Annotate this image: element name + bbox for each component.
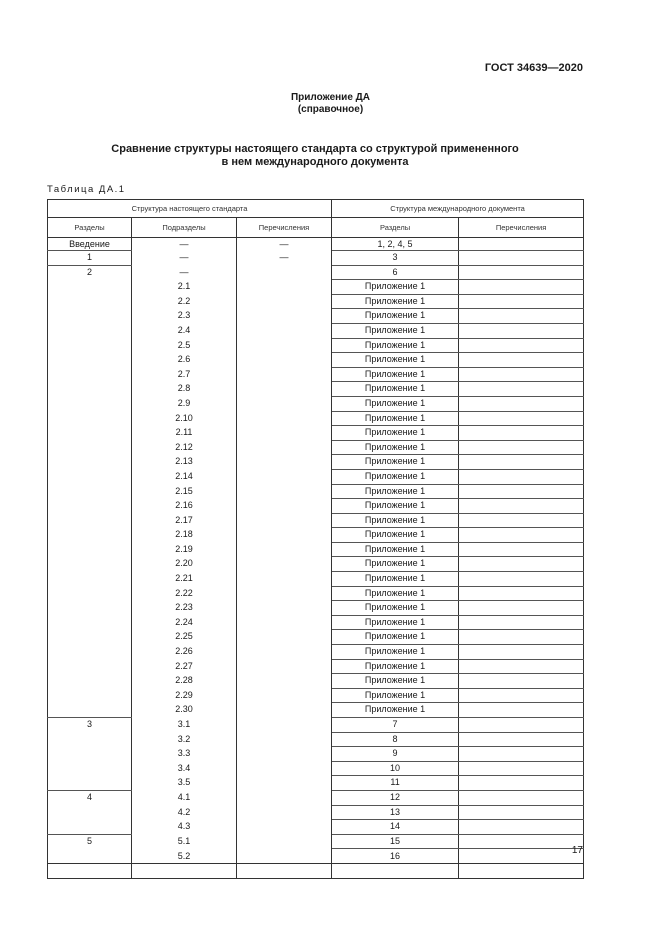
table-cell: 2.21: [132, 572, 237, 587]
table-row: [48, 382, 584, 397]
table-cell: [48, 659, 132, 674]
table-cell: [48, 323, 132, 338]
table-cell: [237, 572, 332, 587]
table-cell: Приложение 1: [332, 294, 459, 309]
table-cell: 5.2: [132, 849, 237, 864]
table-cell: [237, 849, 332, 864]
table-cell: [237, 294, 332, 309]
table-cell: 2.15: [132, 484, 237, 499]
table-cell: 2.30: [132, 703, 237, 718]
table-cell: [237, 396, 332, 411]
table-cell: Приложение 1: [332, 309, 459, 324]
table-row: [48, 265, 584, 280]
table-cell: —: [132, 251, 237, 266]
table-cell: 2.24: [132, 615, 237, 630]
table-row: [48, 309, 584, 324]
table-cell: Приложение 1: [332, 528, 459, 543]
table-cell: [459, 440, 584, 455]
table-cell: Приложение 1: [332, 280, 459, 295]
table-cell: [459, 688, 584, 703]
table-cell: [459, 251, 584, 266]
table-cell: 4.2: [132, 805, 237, 820]
table-cell: Приложение 1: [332, 499, 459, 514]
table-cell: [459, 309, 584, 324]
table-cell: [237, 732, 332, 747]
table-cell: [237, 557, 332, 572]
table-cell: Приложение 1: [332, 469, 459, 484]
table-cell: 2.18: [132, 528, 237, 543]
table-row: [48, 338, 584, 353]
table-cell: [48, 484, 132, 499]
table-row: [48, 513, 584, 528]
table-cell: 3.3: [132, 747, 237, 762]
table-row: [48, 703, 584, 718]
table-cell: [48, 732, 132, 747]
table-cell: 2: [48, 265, 132, 280]
table-row: [48, 688, 584, 703]
appendix-subtitle: (справочное): [297, 104, 364, 115]
table-cell: [459, 338, 584, 353]
table-cell: [237, 761, 332, 776]
standard-code: ГОСТ 34639—2020: [484, 62, 583, 74]
table-cell: [459, 849, 584, 864]
table-row: [48, 790, 584, 805]
table-cell: [237, 280, 332, 295]
table-cell: [459, 820, 584, 835]
section-heading-line-1: Сравнение структуры настоящего стандарта со структурой примененного: [111, 143, 519, 155]
table-cell: Приложение 1: [332, 557, 459, 572]
table-cell: [237, 528, 332, 543]
column-header: Разделы: [48, 218, 132, 238]
table-row: [48, 251, 584, 266]
table-cell: 7: [332, 718, 459, 733]
table-cell: Приложение 1: [332, 426, 459, 441]
table-cell: 3.4: [132, 761, 237, 776]
table-cell: [48, 864, 132, 879]
table-cell: Приложение 1: [332, 484, 459, 499]
table-cell: Приложение 1: [332, 645, 459, 660]
table-row: [48, 586, 584, 601]
table-cell: [237, 367, 332, 382]
table-cell: 4.1: [132, 790, 237, 805]
table-cell: [459, 630, 584, 645]
table-cell: [459, 469, 584, 484]
table-cell: [459, 834, 584, 849]
table-row-blank: [48, 864, 584, 879]
table-cell: Приложение 1: [332, 338, 459, 353]
table-row: [48, 323, 584, 338]
table-row: [48, 659, 584, 674]
table-cell: —: [132, 265, 237, 280]
table-cell: Приложение 1: [332, 367, 459, 382]
table-cell: 9: [332, 747, 459, 762]
table-cell: [237, 542, 332, 557]
table-cell: 1: [48, 251, 132, 266]
table-row: [48, 396, 584, 411]
table-cell: [48, 805, 132, 820]
table-cell: Приложение 1: [332, 542, 459, 557]
table-cell: [237, 484, 332, 499]
table-row: [48, 718, 584, 733]
table-cell: [237, 776, 332, 791]
table-cell: [459, 238, 584, 251]
table-cell: [48, 426, 132, 441]
table-cell: 3: [332, 251, 459, 266]
table-cell: [48, 499, 132, 514]
table-cell: [48, 761, 132, 776]
table-cell: [459, 659, 584, 674]
table-cell: [48, 513, 132, 528]
structure-comparison-table: [47, 199, 584, 879]
table-cell: 5.1: [132, 834, 237, 849]
table-cell: [237, 674, 332, 689]
table-row: [48, 353, 584, 368]
table-cell: [237, 718, 332, 733]
table-cell: Приложение 1: [332, 396, 459, 411]
column-header: Разделы: [332, 218, 459, 238]
table-cell: [459, 747, 584, 762]
table-cell: [237, 805, 332, 820]
table-row: [48, 411, 584, 426]
table-cell: 2.4: [132, 323, 237, 338]
table-row: [48, 238, 584, 251]
table-cell: [459, 718, 584, 733]
table-cell: [459, 280, 584, 295]
table-cell: 2.9: [132, 396, 237, 411]
table-cell: [459, 761, 584, 776]
table-cell: [459, 528, 584, 543]
table-cell: Приложение 1: [332, 659, 459, 674]
table-cell: [459, 323, 584, 338]
table-row: [48, 747, 584, 762]
table-cell: [459, 353, 584, 368]
table-cell: [48, 382, 132, 397]
table-row: [48, 645, 584, 660]
table-cell: [459, 499, 584, 514]
table-cell: Приложение 1: [332, 586, 459, 601]
table-cell: [237, 659, 332, 674]
table-cell: [459, 513, 584, 528]
table-cell: [48, 703, 132, 718]
table-row: [48, 674, 584, 689]
table-cell: [48, 849, 132, 864]
table-cell: [459, 484, 584, 499]
column-header: Перечисления: [237, 218, 332, 238]
table-cell: [237, 440, 332, 455]
table-cell: [48, 615, 132, 630]
table-cell: [48, 645, 132, 660]
table-cell: [237, 455, 332, 470]
table-label: Таблица ДА.1: [47, 184, 126, 195]
section-heading-line-2: в нем международного документа: [221, 156, 409, 168]
table-cell: [48, 542, 132, 557]
table-cell: Приложение 1: [332, 601, 459, 616]
table-cell: [48, 338, 132, 353]
column-header: Перечисления: [459, 218, 584, 238]
table-cell: 2.19: [132, 542, 237, 557]
table-cell: Приложение 1: [332, 572, 459, 587]
table-cell: [459, 367, 584, 382]
table-cell: [237, 586, 332, 601]
table-row: [48, 469, 584, 484]
table-cell: 2.17: [132, 513, 237, 528]
table-cell: 2.6: [132, 353, 237, 368]
table-cell: [237, 615, 332, 630]
table-cell: [459, 601, 584, 616]
table-cell: [237, 820, 332, 835]
table-row: [48, 615, 584, 630]
table-cell: 14: [332, 820, 459, 835]
table-cell: [237, 864, 332, 879]
table-cell: [459, 542, 584, 557]
table-cell: 4.3: [132, 820, 237, 835]
table-cell: [237, 513, 332, 528]
table-row: [48, 294, 584, 309]
table-cell: Приложение 1: [332, 513, 459, 528]
table-cell: [48, 469, 132, 484]
table-cell: 3.5: [132, 776, 237, 791]
table-row: [48, 776, 584, 791]
table-cell: [48, 411, 132, 426]
table-cell: 2.1: [132, 280, 237, 295]
table-cell: 3.1: [132, 718, 237, 733]
table-cell: —: [237, 251, 332, 266]
table-cell: [237, 309, 332, 324]
table-cell: 8: [332, 732, 459, 747]
table-row: [48, 849, 584, 864]
table-cell: [48, 674, 132, 689]
table-cell: [459, 732, 584, 747]
table-cell: [459, 586, 584, 601]
section-heading: [0, 143, 630, 169]
table-cell: 3.2: [132, 732, 237, 747]
table-cell: [237, 411, 332, 426]
table-cell: 10: [332, 761, 459, 776]
table-cell: Приложение 1: [332, 411, 459, 426]
table-cell: Приложение 1: [332, 688, 459, 703]
table-cell: 2.14: [132, 469, 237, 484]
table-cell: 16: [332, 849, 459, 864]
table-cell: 15: [332, 834, 459, 849]
group-header-international-document: Структура международного документа: [332, 200, 584, 218]
table-cell: [48, 396, 132, 411]
table-cell: [237, 703, 332, 718]
table-cell: [48, 601, 132, 616]
table-cell: Приложение 1: [332, 674, 459, 689]
table-cell: [237, 353, 332, 368]
table-cell: [237, 323, 332, 338]
table-cell: 11: [332, 776, 459, 791]
table-cell: [237, 747, 332, 762]
table-cell: [459, 615, 584, 630]
table-row: [48, 761, 584, 776]
table-cell: [48, 776, 132, 791]
table-cell: Приложение 1: [332, 323, 459, 338]
table-cell: 2.27: [132, 659, 237, 674]
table-cell: 2.3: [132, 309, 237, 324]
table-cell: [237, 601, 332, 616]
table-row: [48, 528, 584, 543]
table-cell: Приложение 1: [332, 703, 459, 718]
table-cell: 2.12: [132, 440, 237, 455]
table-cell: 2.25: [132, 630, 237, 645]
table-cell: [132, 864, 237, 879]
table-cell: 2.8: [132, 382, 237, 397]
table-cell: [237, 630, 332, 645]
table-cell: [237, 688, 332, 703]
table-cell: [48, 528, 132, 543]
table-cell: —: [132, 238, 237, 251]
table-row: [48, 572, 584, 587]
table-cell: [48, 294, 132, 309]
table-row: [48, 367, 584, 382]
table-cell: [48, 280, 132, 295]
table-cell: 1, 2, 4, 5: [332, 238, 459, 251]
table-cell: Приложение 1: [332, 353, 459, 368]
table-cell: [48, 353, 132, 368]
table-row: [48, 820, 584, 835]
table-cell: 12: [332, 790, 459, 805]
table-row: [48, 732, 584, 747]
table-cell: [459, 703, 584, 718]
table-cell: Введение: [48, 238, 132, 251]
table-cell: 2.2: [132, 294, 237, 309]
table-cell: [48, 455, 132, 470]
table-cell: [459, 645, 584, 660]
table-cell: Приложение 1: [332, 455, 459, 470]
table-cell: 2.23: [132, 601, 237, 616]
table-row: [48, 805, 584, 820]
table-cell: [48, 557, 132, 572]
page-number: 17: [571, 845, 583, 856]
table-cell: [237, 645, 332, 660]
table-cell: [48, 586, 132, 601]
table-cell: [48, 440, 132, 455]
table-row: [48, 426, 584, 441]
table-row: [48, 542, 584, 557]
table-cell: [48, 820, 132, 835]
table-row: [48, 601, 584, 616]
table-row: [48, 557, 584, 572]
table-cell: [459, 864, 584, 879]
table-cell: [237, 338, 332, 353]
table-cell: Приложение 1: [332, 382, 459, 397]
table-cell: 2.26: [132, 645, 237, 660]
table-cell: 2.29: [132, 688, 237, 703]
table-cell: 2.5: [132, 338, 237, 353]
table-cell: [459, 382, 584, 397]
table-cell: 2.16: [132, 499, 237, 514]
table-row: [48, 834, 584, 849]
table-cell: [332, 864, 459, 879]
table-row: [48, 280, 584, 295]
table-cell: [237, 469, 332, 484]
table-cell: 2.11: [132, 426, 237, 441]
table-cell: 3: [48, 718, 132, 733]
table-cell: 2.13: [132, 455, 237, 470]
table-row: [48, 455, 584, 470]
table-cell: [459, 294, 584, 309]
table-cell: Приложение 1: [332, 615, 459, 630]
table-cell: 2.22: [132, 586, 237, 601]
table-cell: [48, 309, 132, 324]
table-cell: 2.7: [132, 367, 237, 382]
table-row: [48, 630, 584, 645]
table-cell: [459, 396, 584, 411]
table-cell: [237, 382, 332, 397]
table-cell: 2.28: [132, 674, 237, 689]
table-row: [48, 440, 584, 455]
table-cell: [48, 572, 132, 587]
table-cell: [48, 630, 132, 645]
table-cell: 13: [332, 805, 459, 820]
table-cell: —: [237, 238, 332, 251]
table-body: [48, 238, 584, 879]
table-cell: [48, 367, 132, 382]
table-row: [48, 484, 584, 499]
table-cell: 5: [48, 834, 132, 849]
table-cell: [237, 790, 332, 805]
table-cell: 6: [332, 265, 459, 280]
table-cell: [459, 572, 584, 587]
group-header-this-standard: Структура настоящего стандарта: [48, 200, 332, 218]
table-cell: [237, 265, 332, 280]
table-cell: [237, 499, 332, 514]
table-cell: [237, 426, 332, 441]
table-cell: [459, 557, 584, 572]
appendix-title: Приложение ДА: [290, 92, 371, 103]
table-cell: 4: [48, 790, 132, 805]
table-cell: [48, 688, 132, 703]
table-cell: [459, 455, 584, 470]
table-cell: [48, 747, 132, 762]
table-cell: [459, 805, 584, 820]
table-cell: [459, 674, 584, 689]
table-cell: 2.10: [132, 411, 237, 426]
table-row: [48, 499, 584, 514]
table-cell: [459, 411, 584, 426]
table-cell: [459, 426, 584, 441]
table-cell: [459, 265, 584, 280]
table-cell: [459, 790, 584, 805]
column-header: Подразделы: [132, 218, 237, 238]
table-cell: 2.20: [132, 557, 237, 572]
table-cell: [237, 834, 332, 849]
table-cell: Приложение 1: [332, 630, 459, 645]
table-cell: Приложение 1: [332, 440, 459, 455]
table-cell: [459, 776, 584, 791]
